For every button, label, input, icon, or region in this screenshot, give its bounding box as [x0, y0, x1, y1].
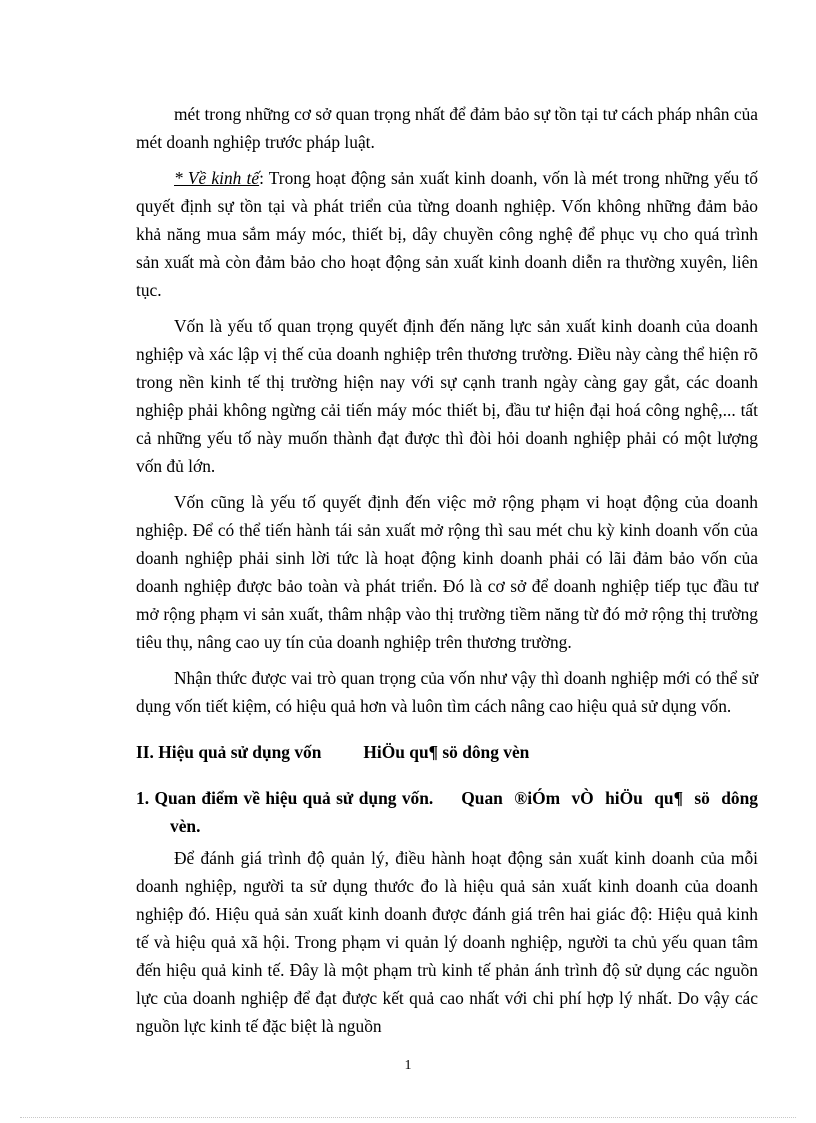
- section-heading-ii: [136, 738, 758, 766]
- section-heading-ii-garbled: HiÖu qu¶ sö dông vèn: [363, 742, 530, 762]
- paragraph-3: Vốn là yếu tố quan trọng quyết định đến năng lực sản xuất kinh doanh của doanh nghiệp và xác lập vị thế của doanh nghiệp trên thương trường. Điều này càng thể hiện rõ trong nền kinh tế thị trường hiện nay với sự cạnh tranh ngày càng gay gắt, các doanh nghiệp phải không ngừng cải tiến máy móc thiết bị, đầu tư hiện đại hoá công nghệ,... tất cả những yếu tố này muốn thành đạt được thì đòi hỏi doanh nghiệp phải có một lượng vốn đủ lớn.: [136, 316, 758, 476]
- page-bottom-divider: [20, 1117, 796, 1118]
- subsection-heading-1-garbled: Quan ®iÓm vÒ hiÖu qu¶ sö dông vèn.: [170, 788, 758, 836]
- paragraph-1: mét trong những cơ sở quan trọng nhất để đảm bảo sự tồn tại tư cách pháp nhân của mét doanh nghiệp trước pháp luật.: [136, 104, 758, 152]
- economic-label: * Về kinh tế: [174, 168, 260, 188]
- section-heading-ii-text: II. Hiệu quả sử dụng vốn: [136, 742, 322, 762]
- paragraph-6: Để đánh giá trình độ quản lý, điều hành hoạt động sản xuất kinh doanh của mỗi doanh nghiệp, người ta sử dụng thước đo là hiệu quả sản xuất kinh doanh của doanh nghiệp đó. Hiệu quả sản xuất kinh doanh được đánh giá trên hai giác độ: Hiệu quả kinh tế và hiệu quả xã hội. Trong phạm vi quản lý doanh nghiệp, người ta chủ yếu quan tâm đến hiệu quả kinh tế. Đây là một phạm trù kinh tế phản ánh trình độ sử dụng các nguồn lực của doanh nghiệp để đạt được kết quả cao nhất với chi phí hợp lý nhất. Do vậy các nguồn lực kinh tế đặc biệt là nguồn: [136, 848, 758, 1036]
- paragraph-4: Vốn cũng là yếu tố quyết định đến việc mở rộng phạm vi hoạt động của doanh nghiệp. Để có thể tiến hành tái sản xuất mở rộng thì sau mét chu kỳ kinh doanh vốn của doanh nghiệp phải sinh lời tức là hoạt động kinh doanh phải có lãi đảm bảo vốn của doanh nghiệp được bảo toàn và phát triển. Đó là cơ sở để doanh nghiệp tiếp tục đầu tư mở rộng phạm vi sản xuất, thâm nhập vào thị trường tiềm năng từ đó mở rộng thị trường tiêu thụ, nâng cao uy tín của doanh nghiệp trên thương trường.: [136, 492, 758, 652]
- page-number: 1: [404, 1058, 412, 1073]
- paragraph-2: [136, 164, 758, 304]
- paragraph-2-text: : Trong hoạt động sản xuất kinh doanh, vốn là mét trong những yếu tố quyết định sự tồn tại và phát triển của từng doanh nghiệp. Vốn không những đảm bảo khả năng mua sắm máy móc, thiết bị, dây chuyền công nghệ để phục vụ cho quá trình sản xuất mà còn đảm bảo cho hoạt động sản xuất kinh doanh diễn ra thường xuyên, liên tục.: [136, 168, 758, 300]
- paragraph-5: Nhận thức được vai trò quan trọng của vốn như vậy thì doanh nghiệp mới có thể sử dụng vốn tiết kiệm, có hiệu quả hơn và luôn tìm cách nâng cao hiệu quả sử dụng vốn.: [136, 668, 758, 716]
- body-text: [136, 100, 758, 1048]
- subsection-heading-1-text: 1. Quan điểm về hiệu quả sử dụng vốn.: [136, 788, 434, 808]
- subsection-heading-1: [136, 784, 758, 840]
